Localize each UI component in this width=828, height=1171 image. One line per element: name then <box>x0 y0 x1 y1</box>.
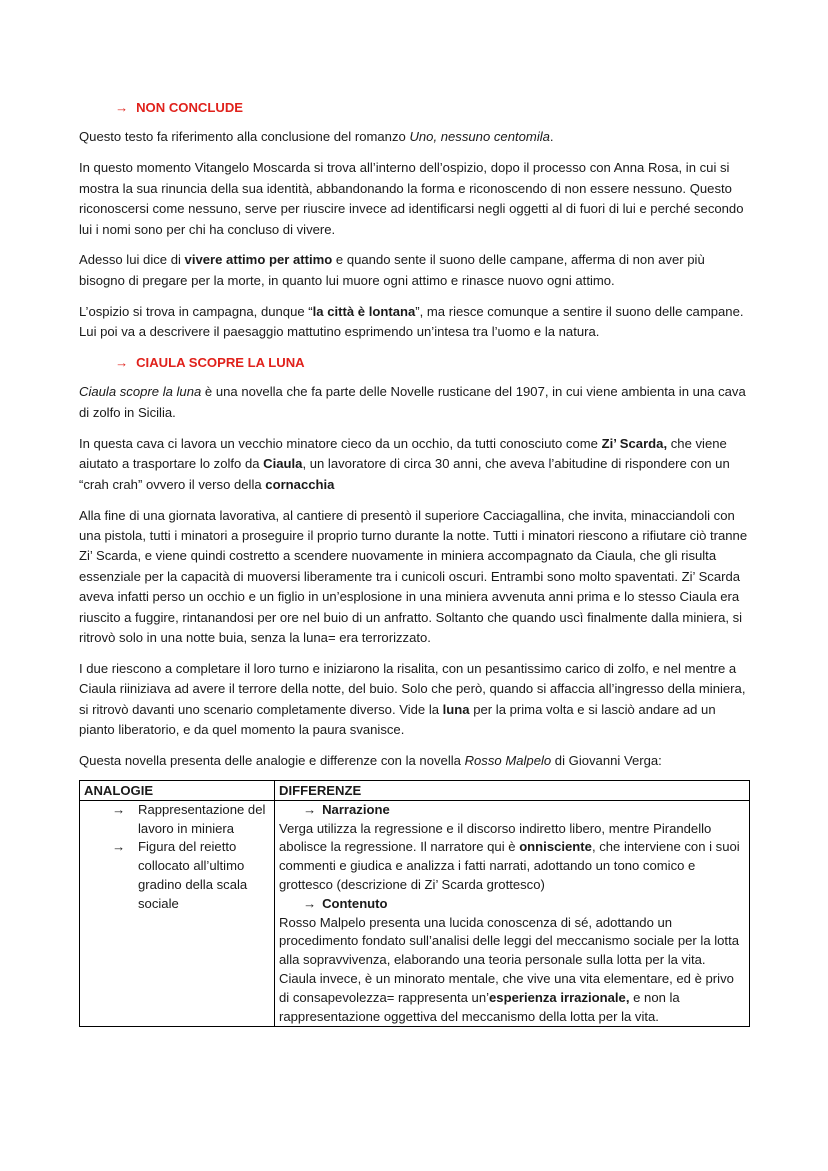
bold-text: Ciaula <box>263 456 303 472</box>
arrow-right-icon: → <box>303 801 317 817</box>
text-run: , un lavoratore di circa 30 anni, che aveva l’abitudine di rispondere con un “crah crah” ovvero il verso della <box>79 456 730 492</box>
paragraph: In questo momento Vitangelo Moscarda si trova all’interno dell’ospizio, dopo il processo con Anna Rosa, in cui si mostra la sua rinuncia della sua identità, abbandonando la forma e riconoscendo di non essere nessuno. Questo riconoscersi come nessuno, serve per riuscire invece ad identificarsi negli oggetti al di fuori di lui e perché secondo lui i nomi sono per chi ha concluso di vivere. <box>79 160 744 237</box>
list-item-text: Figura del reietto collocato all’ultimo gradino della scala sociale <box>138 839 248 911</box>
differences-cell <box>275 800 750 1027</box>
text-run: L’ospizio si trova in campagna, dunque “ <box>79 303 313 319</box>
contenuto-text <box>279 970 745 1026</box>
text-run: Verga utilizza la regressione e il discorso indiretto libero, mentre Pirandello abolisce la regressione. Il narratore qui è <box>279 820 712 855</box>
text-run: e non la rappresentazione oggettiva del meccanismo della lotta per la vita. <box>279 989 680 1024</box>
bold-text: onnisciente <box>519 839 592 855</box>
arrow-right-icon: → <box>115 100 129 115</box>
document-body <box>79 98 751 1027</box>
text-run: Questa novella presenta delle analogie e differenze con la novella <box>79 752 465 768</box>
bold-text: luna <box>442 701 470 717</box>
paragraph <box>79 659 751 741</box>
heading-text: NON CONCLUDE <box>136 100 244 115</box>
text-run: che viene aiutato a trasportare lo zolfo da <box>79 435 727 472</box>
text-run: , che interviene con i suoi commenti e giudica e analizza i fatti narrati, adottando un tono comico e grottesco (descrizione di Zi’ Scarda grottesco) <box>279 839 740 893</box>
narrazione-text <box>279 820 745 895</box>
list-item <box>84 801 270 839</box>
arrow-right-icon: → <box>112 801 126 817</box>
subheading-text: Contenuto <box>322 895 388 911</box>
text-run: per la prima volta e si lasciò andare ad un pianto liberatorio, e da quel momento la paura svanisce. <box>79 701 716 738</box>
text-run: Ciaula invece, è un minorato mentale, che vive una vita elementare, ed è privo di consapevolezza= rappresenta un’ <box>279 971 734 1005</box>
bold-text: Zi’ Scarda, <box>601 435 668 451</box>
subheading-contenuto <box>279 895 745 914</box>
arrow-right-icon: → <box>303 895 317 911</box>
novel-title: Ciaula scopre la luna <box>79 384 202 400</box>
text-run: Questo testo fa riferimento alla conclusione del romanzo <box>79 129 410 145</box>
bold-text: cornacchia <box>265 476 335 492</box>
list-item-text: Rappresentazione del lavoro in miniera <box>138 801 266 836</box>
analogies-cell <box>80 800 275 1027</box>
paragraph <box>79 127 751 147</box>
section-heading-non-conclude <box>79 98 751 118</box>
bold-text: la città è lontana <box>312 303 416 319</box>
text-run: ”, ma riesce comunque a sentire il suono delle campane. Lui poi va a descrivere il paesaggio mattutino esprimendo un’intesa tra l’uomo e la natura. <box>79 303 744 340</box>
text-run: . <box>549 129 554 145</box>
bold-text: esperienza irrazionale, <box>489 989 630 1005</box>
list-item <box>84 838 270 913</box>
paragraph <box>79 751 751 771</box>
text-run: di Giovanni Verga: <box>551 752 662 768</box>
paragraph <box>79 250 751 291</box>
text-run: In questa cava ci lavora un vecchio minatore cieco da un occhio, da tutti conosciuto come <box>79 435 602 451</box>
subheading-narrazione <box>279 801 745 820</box>
bold-text: vivere attimo per attimo <box>184 252 333 268</box>
paragraph <box>79 302 751 343</box>
paragraph <box>79 434 751 495</box>
paragraph: Alla fine di una giornata lavorativa, al cantiere di presentò il superiore Cacciagallina, che invita, minacciandoli con una pistola, tutti i minatori a proseguire il proprio turno durante la notte. Tutti i minatori riescono a rifiutare ciò tranne Zi’ Scarda, e viene quindi costretto a scendere nuovamente in miniera accompagnato da Ciaula, che gli risulta essenziale per la capacità di muoversi liberamente tra i cunicoli oscuri. Entrambi sono molto spaventati. Zi’ Scarda aveva infatti perso un occhio e un figlio in un’esplosione in una miniera avvenuta anni prima e lo stesso Ciaula era riuscito a fuggire, rintanandosi per ore nel buio di un anfratto. Soltanto che quando uscì finalmente dalla miniera, si ritrovò solo in una notte buia, senza la luna= era terrorizzato. <box>79 507 748 645</box>
arrow-right-icon: → <box>112 839 126 855</box>
table-header-row <box>80 780 750 800</box>
arrow-right-icon: → <box>115 355 129 371</box>
text-run: I due riescono a completare il loro turno e iniziarono la risalita, con un pesantissimo carico di zolfo, e nel mentre a Ciaula riiniziava ad avere il terrore della notte, del buio. Solo che però, quando si affaccia all’ingresso della miniera, si ritrovò davanti uno scenario completamente diverso. Vide la <box>79 660 746 717</box>
text-run: Adesso lui dice di <box>79 252 185 268</box>
subheading-text: Narrazione <box>322 801 390 817</box>
column-header-differenze: DIFFERENZE <box>275 780 750 800</box>
contenuto-text: Rosso Malpelo presenta una lucida conoscenza di sé, adottando un procedimento fondato sull’analisi delle leggi del meccanismo sociale per la lotta alla sopravvivenza, elaborando una teoria personale sulla lotta per la vita. <box>279 914 739 968</box>
novel-title: Uno, nessuno centomila <box>409 129 550 145</box>
novel-title: Rosso Malpelo <box>464 752 552 768</box>
heading-text: CIAULA SCOPRE LA LUNA <box>136 355 305 371</box>
text-run: e quando sente il suono delle campane, afferma di non aver più bisogno di pregare per la morte, in quanto lui muore ogni attimo e rinasce nuovo ogni attimo. <box>79 252 705 288</box>
paragraph <box>79 382 751 423</box>
column-header-analogie: ANALOGIE <box>80 780 275 800</box>
table-row <box>80 800 750 1027</box>
text-run: è una novella che fa parte delle Novelle rusticane del 1907, in cui viene ambienta in una cava di zolfo in Sicilia. <box>79 384 746 420</box>
section-heading-ciaula <box>79 353 751 373</box>
comparison-table <box>79 780 750 1028</box>
